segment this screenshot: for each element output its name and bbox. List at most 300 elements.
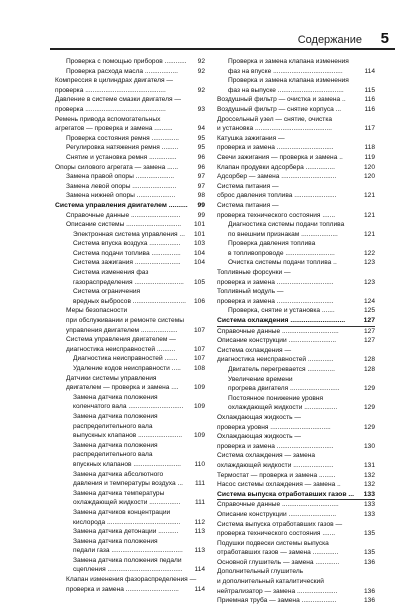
- toc-entry-text: Топливный модуль —: [217, 288, 284, 296]
- toc-entry-text: Система впуска воздуха .................: [73, 240, 181, 248]
- toc-entry-page: 118: [364, 144, 375, 152]
- toc-entry: [55, 374, 205, 384]
- toc-entry-text: Система охлаждения —: [217, 346, 292, 354]
- toc-section-heading: [217, 490, 375, 501]
- toc-entry-text: Замена датчика положения: [73, 412, 158, 420]
- toc-entry-text: Регулировка натяжения ремня .........: [66, 144, 179, 152]
- toc-entry-page: 119: [364, 153, 375, 161]
- toc-entry-page: 129: [363, 385, 375, 393]
- toc-entry-page: 116: [364, 96, 375, 104]
- toc-entry-text: Система питания —: [217, 182, 279, 190]
- toc-entry-text: газораспределения ...........................: [73, 278, 184, 286]
- toc-entry: [55, 527, 205, 537]
- toc-entry-text: Дополнительный глушитель: [217, 568, 304, 576]
- toc-entry-text: Постоянное понижение уровня: [228, 394, 324, 402]
- toc-entry-page: 115: [364, 86, 375, 94]
- toc-entry: [217, 268, 375, 278]
- toc-entry: [217, 423, 375, 433]
- toc-entry-text: проверка и замена ...............................: [217, 297, 334, 305]
- toc-entry-text: проверка и замена .............................: [66, 585, 179, 593]
- toc-entry: [217, 451, 375, 461]
- toc-entry-text: Меры безопасности: [66, 307, 128, 315]
- toc-entry: [55, 278, 205, 288]
- toc-entry-text: Система охлаждения — замена: [217, 452, 316, 460]
- toc-entry-text: Система управления двигателем ..........: [55, 201, 188, 209]
- toc-entry: [217, 384, 375, 394]
- toc-entry-text: давления и температуры воздуха ...: [73, 480, 184, 488]
- toc-entry-text: Замена датчиков концентрации: [73, 508, 171, 516]
- toc-entry: [55, 268, 205, 278]
- toc-entry: [55, 354, 205, 364]
- toc-entry: [55, 76, 205, 86]
- toc-entry-page: 127: [363, 317, 375, 325]
- toc-entry: [55, 383, 205, 393]
- toc-entry: [217, 153, 375, 163]
- toc-entry-page: 127: [363, 327, 375, 335]
- toc-entry-page: 109: [193, 403, 205, 411]
- toc-entry: [217, 558, 375, 568]
- toc-entry: [55, 450, 205, 460]
- toc-entry-text: Компрессия в цилиндрах двигателя —: [55, 77, 173, 85]
- toc-entry-text: Воздушный фильтр — снятие корпуса ...: [217, 105, 342, 113]
- toc-entry-text: Замена датчика абсолютного: [73, 470, 164, 478]
- toc-entry: [217, 346, 375, 356]
- toc-entry: [55, 287, 205, 297]
- toc-entry-page: 92: [197, 86, 205, 94]
- toc-entry-text: проверка ............................................: [55, 86, 166, 94]
- toc-entry: [217, 278, 375, 288]
- toc-entry: [55, 143, 205, 153]
- toc-entry: [55, 326, 205, 336]
- toc-entry-text: Система подачи топлива ................: [73, 249, 181, 257]
- toc-entry: [55, 412, 205, 422]
- toc-entry-text: прогрева двигателя ...........................: [228, 385, 340, 393]
- toc-entry-page: 128: [363, 356, 375, 364]
- toc-entry-text: сцепления .........................................: [73, 566, 183, 574]
- toc-entry-text: Электронная система управления ...: [73, 230, 185, 238]
- toc-entry-text: Замена датчика положения: [73, 441, 158, 449]
- toc-entry: [55, 537, 205, 547]
- toc-entry-text: двигателем — проверка и замена ....: [66, 384, 179, 392]
- toc-entry: [55, 220, 205, 230]
- toc-entry: [55, 422, 205, 432]
- toc-entry-text: Катушка зажигания —: [217, 134, 285, 142]
- toc-entry-text: Справочные данные ...........................: [66, 211, 181, 219]
- toc-entry: [217, 327, 375, 337]
- toc-entry-text: Система управления двигателем —: [66, 336, 176, 344]
- toc-entry: [217, 105, 375, 115]
- toc-entry-text: Подушки подвески системы выпуска: [217, 539, 329, 547]
- toc-entry: [217, 143, 375, 153]
- toc-entry-page: 136: [363, 587, 375, 595]
- toc-entry: [217, 239, 375, 249]
- toc-entry: [55, 230, 205, 240]
- toc-entry-page: 110: [194, 460, 205, 468]
- toc-entry-page: 105: [193, 278, 205, 286]
- toc-entry-text: Ремень привода вспомогательных: [55, 115, 161, 123]
- toc-entry-text: диагностика неисправностей ..............: [217, 356, 334, 364]
- toc-entry-text: кислорода ........................................: [73, 518, 181, 526]
- toc-entry-page: 106: [193, 297, 205, 305]
- toc-entry: [217, 567, 375, 577]
- toc-entry-text: Система ограничения: [73, 288, 141, 296]
- toc-entry: [55, 163, 205, 173]
- toc-entry-text: Двигатель перегревается ...............: [228, 366, 335, 373]
- toc-entry-text: Адсорбер — замена ..............................: [217, 173, 337, 181]
- toc-entry-page: 97: [197, 182, 205, 190]
- toc-section-heading: [55, 201, 205, 211]
- toc-entry-page: 117: [364, 125, 375, 133]
- toc-entry-text: Система питания —: [217, 201, 279, 209]
- toc-entry: [217, 249, 375, 259]
- toc-entry-text: Замена правой опоры .....................: [66, 173, 175, 181]
- toc-entry-text: Проверка, снятие и установка .......: [228, 307, 335, 315]
- toc-entry-text: Замена датчика температуры: [73, 489, 165, 497]
- toc-entry-text: Описание конструкции ..........................: [217, 337, 337, 345]
- toc-entry: [217, 365, 375, 375]
- toc-entry-page: 136: [363, 558, 375, 566]
- toc-entry: [55, 306, 205, 316]
- toc-entry: [217, 124, 375, 134]
- toc-entry-page: 136: [363, 597, 375, 605]
- toc-entry: [55, 105, 205, 115]
- toc-entry: [55, 239, 205, 249]
- toc-entry: [55, 575, 205, 585]
- toc-entry: [217, 230, 375, 240]
- toc-entry-page: 107: [193, 345, 205, 353]
- toc-entry: [55, 115, 205, 125]
- toc-entry-page: 114: [364, 67, 375, 75]
- toc-entry: [217, 86, 375, 96]
- toc-entry: [55, 364, 205, 374]
- toc-entry: [217, 287, 375, 297]
- toc-entry-text: охлаждающей жидкости .................: [73, 499, 181, 507]
- toc-entry-text: Удаление кодов неисправности .....: [73, 365, 181, 372]
- toc-entry: [217, 375, 375, 385]
- toc-entry: [217, 172, 375, 182]
- toc-entry-text: управления двигателем ....................: [66, 326, 178, 334]
- toc-entry-page: 95: [197, 134, 205, 142]
- toc-entry-text: проверка уровня .................................: [217, 423, 331, 431]
- toc-entry: [217, 258, 375, 268]
- toc-entry-page: 95: [197, 144, 205, 152]
- toc-entry-page: 130: [363, 442, 375, 450]
- toc-entry-page: 96: [197, 153, 205, 161]
- toc-entry-text: Давление в системе смазки двигателя —: [55, 96, 181, 104]
- toc-entry-text: Свечи зажигания — проверка и замена ..: [217, 153, 343, 161]
- toc-entry-page: 113: [194, 547, 205, 555]
- toc-entry: [217, 134, 375, 144]
- toc-entry-text: Проверка и замена клапана изменения: [228, 77, 349, 85]
- toc-entry-page: 135: [363, 549, 375, 557]
- toc-entry-text: охлаждающей жидкости ..................: [228, 404, 338, 412]
- toc-entry-text: Проверка с помощью приборов ............: [66, 58, 187, 65]
- toc-entry-page: 121: [363, 211, 375, 219]
- toc-entry-page: 113: [194, 528, 205, 536]
- toc-entry-text: Клапан изменения фазораспределения —: [66, 576, 197, 584]
- toc-entry: [55, 316, 205, 326]
- toc-entry-page: 121: [363, 192, 375, 200]
- toc-entry-page: 132: [363, 481, 375, 489]
- toc-entry-page: 127: [363, 337, 375, 345]
- toc-entry-page: 123: [363, 278, 375, 286]
- toc-entry: [217, 577, 375, 587]
- toc-entry-page: 109: [193, 384, 205, 392]
- toc-entry-text: Замена левой опоры ........................: [66, 182, 177, 190]
- toc-entry: [55, 546, 205, 556]
- page-header: [0, 0, 417, 60]
- toc-entry-text: Замена датчика положения: [73, 393, 158, 401]
- toc-entry-page: 124: [363, 297, 375, 305]
- toc-entry: [55, 431, 205, 441]
- toc-entry-page: 125: [363, 307, 375, 315]
- toc-entry-page: 96: [197, 163, 205, 171]
- toc-entry-text: Замена датчика положения: [73, 537, 158, 545]
- toc-entry-page: 128: [363, 366, 375, 373]
- toc-entry: [217, 76, 375, 86]
- toc-entry: [217, 67, 375, 77]
- toc-entry-text: распределительного вала: [73, 422, 153, 430]
- toc-entry: [55, 67, 205, 77]
- toc-entry: [217, 355, 375, 365]
- toc-entry-text: Термостат — проверка и замена .........: [217, 471, 336, 479]
- toc-entry: [217, 115, 375, 125]
- toc-entry-text: вредных выбросов .............................: [73, 297, 186, 305]
- toc-entry-page: 101: [193, 230, 205, 238]
- toc-entry-text: Диагностика системы подачи топлива: [228, 221, 345, 229]
- toc-entry-text: диагностика неисправностей ..........: [66, 345, 176, 353]
- toc-right-column: [217, 57, 375, 606]
- toc-entry-page: 132: [363, 471, 375, 479]
- toc-entry: [217, 471, 375, 481]
- toc-entry: [217, 201, 375, 211]
- toc-entry-text: коленчатого вала ..............................: [73, 403, 184, 411]
- toc-entry: [217, 403, 375, 413]
- toc-entry-page: 104: [193, 249, 205, 257]
- toc-entry: [217, 510, 375, 520]
- toc-entry-text: Описание системы ..............................: [66, 221, 182, 229]
- toc-entry-text: Увеличение времени: [228, 375, 293, 383]
- toc-entry: [217, 57, 375, 67]
- toc-entry: [55, 297, 205, 307]
- toc-entry: [217, 220, 375, 230]
- toc-entry-page: 135: [363, 530, 375, 538]
- toc-entry-text: сброс давления топлива .......................: [217, 192, 337, 200]
- toc-entry: [55, 460, 205, 470]
- toc-entry-text: проверка и замена ...............................: [217, 278, 334, 286]
- toc-entry: [55, 518, 205, 528]
- toc-entry-text: Охлаждающая жидкость —: [217, 413, 301, 421]
- toc-entry-page: 104: [193, 259, 205, 267]
- toc-entry: [55, 556, 205, 566]
- toc-entry: [55, 470, 205, 480]
- toc-entry-text: Замена датчика детонации ...........: [73, 528, 179, 536]
- toc-entry: [217, 432, 375, 442]
- toc-entry-text: Справочные данные ...............................: [217, 327, 339, 335]
- toc-entry: [217, 394, 375, 404]
- toc-entry-page: 120: [363, 173, 375, 181]
- toc-entry-page: 111: [194, 480, 205, 488]
- toc-entry-text: Воздушный фильтр — очистка и замена ..: [217, 96, 346, 104]
- header-rule: [50, 48, 395, 50]
- toc-entry-text: Охлаждающая жидкость —: [217, 433, 301, 441]
- toc-entry-text: Опоры силового агрегата — замена ......: [55, 163, 179, 171]
- toc-entry: [217, 413, 375, 423]
- toc-entry-text: Приемная труба — замена ...................: [217, 597, 337, 605]
- toc-entry-page: 99: [197, 201, 205, 209]
- toc-entry: [217, 587, 375, 597]
- toc-entry-text: и установка ..........................................: [217, 125, 332, 133]
- toc-entry: [55, 335, 205, 345]
- toc-entry-page: 107: [193, 326, 205, 334]
- toc-entry-text: Очистка системы подачи топлива ..: [228, 259, 337, 267]
- toc-entry-page: 103: [193, 240, 205, 248]
- toc-entry: [55, 565, 205, 575]
- toc-entry-text: педали газа .......................................: [73, 547, 183, 555]
- toc-entry-text: Система зажигания .........................: [73, 259, 181, 267]
- toc-entry-page: 133: [363, 510, 375, 518]
- toc-entry-page: 120: [363, 163, 375, 171]
- page-number: 5: [380, 30, 389, 47]
- toc-entry-page: 92: [197, 58, 205, 65]
- toc-entry-page: 114: [194, 585, 205, 593]
- toc-entry-page: 133: [363, 490, 375, 498]
- toc-entry-text: Топливные форсунки —: [217, 269, 291, 277]
- toc-entry-text: проверка и замена ...............................: [217, 144, 334, 152]
- toc-entry: [55, 393, 205, 403]
- toc-entry-text: Описание конструкции ..........................: [217, 510, 337, 518]
- toc-entry-text: проверка технического состояния .......: [217, 211, 336, 219]
- toc-entry: [55, 57, 205, 67]
- toc-entry: [55, 211, 205, 221]
- toc-entry: [55, 489, 205, 499]
- toc-entry-page: 108: [193, 365, 205, 372]
- toc-entry-text: впускных клапанов ..........................: [73, 460, 181, 468]
- toc-entry: [217, 529, 375, 539]
- toc-entry-text: фаз на впуске ......................................: [228, 67, 343, 75]
- toc-entry-text: распределительного вала: [73, 451, 153, 459]
- toc-entry-text: Снятие и установка ремня ...............: [66, 153, 177, 161]
- toc-entry-text: Клапан продувки адсорбера ................: [217, 163, 335, 171]
- toc-entry-page: 97: [197, 173, 205, 181]
- toc-entry-text: Дроссельный узел — снятие, очистка: [217, 115, 333, 123]
- toc-entry-text: Замена нижней опоры .....................: [66, 192, 176, 200]
- toc-entry-page: 123: [363, 259, 375, 267]
- toc-entry: [55, 172, 205, 182]
- toc-entry-text: фаз на выпуске ....................................: [228, 86, 344, 94]
- toc-entry: [217, 191, 375, 201]
- toc-entry-page: 92: [197, 67, 205, 75]
- toc-entry-page: 114: [194, 566, 205, 574]
- toc-entry-page: 107: [193, 355, 205, 363]
- toc-entry: [217, 461, 375, 471]
- toc-entry: [55, 498, 205, 508]
- toc-entry-page: 101: [193, 221, 205, 229]
- toc-entry-page: 94: [197, 125, 205, 133]
- toc-entry-page: 131: [363, 461, 375, 469]
- toc-entry-text: Диагностика неисправностей .......: [73, 355, 178, 363]
- toc-entry: [55, 479, 205, 489]
- toc-entry-page: 109: [193, 432, 205, 440]
- toc-entry: [217, 520, 375, 530]
- toc-entry-text: Датчики системы управления: [66, 374, 157, 382]
- toc-entry-text: Проверка давления топлива: [228, 240, 316, 248]
- toc-entry-text: Проверка расхода масла ..................: [66, 67, 178, 75]
- toc-entry: [55, 153, 205, 163]
- toc-entry-text: Замена датчика положения педали: [73, 556, 182, 564]
- toc-entry: [55, 249, 205, 259]
- toc-entry-page: 98: [197, 192, 205, 200]
- toc-entry: [217, 211, 375, 221]
- toc-entry-text: отработавших газов — замена ..............: [217, 549, 339, 557]
- toc-entry: [217, 596, 375, 606]
- toc-entry-text: проверка технического состояния .......: [217, 530, 336, 538]
- toc-entry: [55, 191, 205, 201]
- toc-section-heading: [217, 316, 375, 327]
- toc-entry-text: агрегатов — проверка и замена ..........: [55, 125, 173, 133]
- toc-entry: [217, 306, 375, 316]
- toc-entry: [55, 258, 205, 268]
- toc-entry: [55, 86, 205, 96]
- toc-entry-text: Проверка состояния ремня ...............: [66, 134, 180, 142]
- toc-entry: [55, 134, 205, 144]
- toc-entry-page: 129: [363, 404, 375, 412]
- toc-entry-text: Система охлаждения .............................: [217, 317, 346, 325]
- toc-entry-page: 129: [363, 423, 375, 431]
- toc-entry-page: 112: [194, 518, 205, 526]
- toc-entry-text: проверка и замена ...............................: [217, 442, 334, 450]
- toc-entry-text: Основной глушитель — замена .............: [217, 558, 340, 566]
- toc-entry-text: Система изменения фаз: [73, 269, 149, 277]
- toc-entry-text: выпускных клапанов ........................: [73, 432, 183, 440]
- toc-entry-text: Насос системы охлаждения — замена ..: [217, 481, 341, 489]
- toc-entry: [55, 585, 205, 595]
- toc-entry-text: и дополнительный каталитический: [217, 578, 324, 586]
- toc-entry: [217, 539, 375, 549]
- toc-entry-page: 133: [363, 501, 375, 509]
- toc-entry: [217, 95, 375, 105]
- toc-entry: [55, 441, 205, 451]
- toc-entry-text: при обслуживании и ремонте системы: [66, 317, 184, 325]
- toc-entry-page: 99: [197, 211, 205, 219]
- toc-entry: [55, 95, 205, 105]
- toc-entry-text: в топливопроводе ...........................: [228, 249, 335, 257]
- toc-entry-text: Система выпуска отработавших газов ...: [217, 490, 355, 498]
- toc-entry-page: 111: [194, 499, 205, 507]
- toc-entry: [55, 508, 205, 518]
- toc-entry-page: 121: [363, 230, 375, 238]
- toc-entry: [217, 500, 375, 510]
- toc-entry-page: 93: [197, 105, 205, 113]
- toc-entry: [217, 442, 375, 452]
- toc-entry-text: нейтрализатор — замена ......................: [217, 587, 338, 595]
- toc-entry-text: по внешним признакам ....................: [228, 230, 338, 238]
- toc-entry-text: Система выпуска отработавших газов —: [217, 520, 343, 528]
- toc-entry: [217, 480, 375, 490]
- toc-entry: [217, 163, 375, 173]
- toc-left-column: [55, 57, 205, 594]
- toc-entry: [55, 182, 205, 192]
- toc-entry: [217, 297, 375, 307]
- toc-entry-text: охлаждающей жидкости ......................: [217, 461, 334, 469]
- toc-entry-text: Справочные данные ...............................: [217, 501, 339, 509]
- toc-entry: [55, 124, 205, 134]
- toc-entry-page: 116: [364, 105, 375, 113]
- toc-entry: [55, 345, 205, 355]
- toc-entry: [217, 548, 375, 558]
- toc-entry-page: 122: [363, 249, 375, 257]
- toc-entry: [217, 336, 375, 346]
